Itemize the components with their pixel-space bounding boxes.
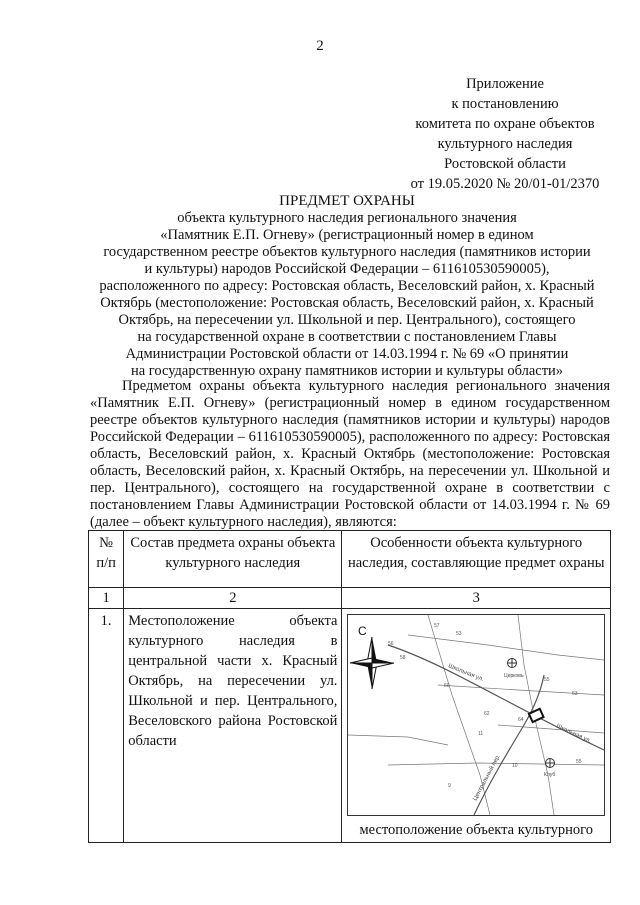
title-line: Октябрь (местоположение: Ростовская область, Веселовский район, х. Красный: [100, 295, 594, 311]
church-icon: [508, 659, 517, 668]
column-number: 3: [342, 588, 611, 609]
page-number: 2: [316, 38, 324, 54]
row-number: 1.: [89, 609, 124, 843]
map-caption: местоположение объекта культурного: [359, 822, 593, 838]
row-features: [342, 609, 611, 843]
header-features: Особенности объекта культурного наследия, составляющие предмет охраны: [342, 531, 611, 588]
row-composition: Местоположение объекта культурного наследия в центральной части х. Красный Октябрь, на пересечении ул. Школьной и пер. Центрального, Веселовского района Ростовской области: [124, 609, 342, 843]
appendix-line: Приложение: [466, 76, 544, 92]
place-label: Церковь: [504, 673, 524, 679]
house-number: 63: [572, 691, 578, 697]
house-number: 58: [400, 655, 406, 661]
column-number-row: [89, 588, 611, 609]
house-number: 55: [576, 759, 582, 765]
house-number: 64: [518, 717, 524, 723]
appendix-block: [380, 74, 630, 194]
column-number: 1: [89, 588, 124, 609]
title-line: расположенного по адресу: Ростовская область, Веселовский район, х. Красный: [99, 278, 595, 294]
title-line: на государственную охрану памятников истории и культуры области»: [130, 363, 564, 379]
title-line: Октябрь, на пересечении ул. Школьной и пер. Центрального), состоящего: [118, 312, 576, 328]
header-number: № п/п: [89, 531, 124, 588]
intro-paragraph: Предметом охраны объекта культурного наследия регионального значения «Памятник Е.П. Огневу» (регистрационный номер в едином государственном реестре объектов культурного наследия (памятников истории и культуры) народов Российской Федерации – 611610530590005), расположенного по адресу: Ростовская область, Веселовский район, х. Красный Октябрь (местоположение: Ростовская область, Веселовский район, х. Красный Октябрь, на пересечении ул. Школьной и пер. Центрального), состоящего на государственной охране в соответствии с постановлением Главы Администрации Ростовской области от 14.03.1994 г. № 69 (далее – объект культурного наследия), являются:: [90, 378, 610, 530]
appendix-line: культурного наследия: [437, 136, 573, 152]
place-label: Клуб: [544, 772, 556, 778]
header-composition: Состав предмета охраны объекта культурного наследия: [124, 531, 342, 588]
title-line: объекта культурного наследия регионального значения: [177, 210, 517, 226]
table-row: [89, 609, 611, 843]
title-line: «Памятник Е.П. Огневу» (регистрационный номер в едином: [160, 227, 534, 243]
appendix-line: от 19.05.2020 № 20/01-01/2370: [410, 176, 600, 192]
appendix-line: Ростовской области: [444, 156, 566, 172]
document-title: ПРЕДМЕТ ОХРАНЫ: [279, 193, 415, 209]
house-number: 57: [434, 623, 440, 629]
title-line: на государственной охране в соответствии с постановлением Главы: [137, 329, 557, 345]
compass-north-label: С: [358, 624, 367, 638]
house-number: 11: [478, 731, 484, 737]
protection-subject-table: [88, 530, 611, 843]
house-number: 55: [544, 677, 550, 683]
appendix-line: комитета по охране объектов: [415, 116, 595, 132]
house-number: 53: [456, 631, 462, 637]
house-number: 60: [444, 683, 450, 689]
appendix-line: к постановлению: [451, 96, 559, 112]
title-line: Администрации Ростовской области от 14.03.1994 г. № 69 «О принятии: [125, 346, 569, 362]
table-header-row: [89, 531, 611, 588]
house-number: 9: [448, 783, 451, 789]
location-map: [347, 614, 605, 816]
location-map-svg: [348, 615, 604, 815]
title-line: государственном реестре объектов культурного наследия (памятников истории: [103, 244, 591, 260]
column-number: 2: [124, 588, 342, 609]
title-line: и культуры) народов Российской Федерации – 611610530590005),: [144, 261, 550, 277]
house-number: 62: [484, 711, 490, 717]
club-icon: [546, 759, 555, 768]
title-block: [84, 193, 610, 380]
map-contours: [348, 615, 604, 815]
house-number: 56: [388, 641, 394, 647]
street-label: Школьная ул.: [447, 663, 485, 683]
street-label: Школьная ул.: [555, 723, 593, 745]
street-label: Центральный пер.: [472, 753, 503, 802]
house-number: 10: [512, 763, 518, 769]
